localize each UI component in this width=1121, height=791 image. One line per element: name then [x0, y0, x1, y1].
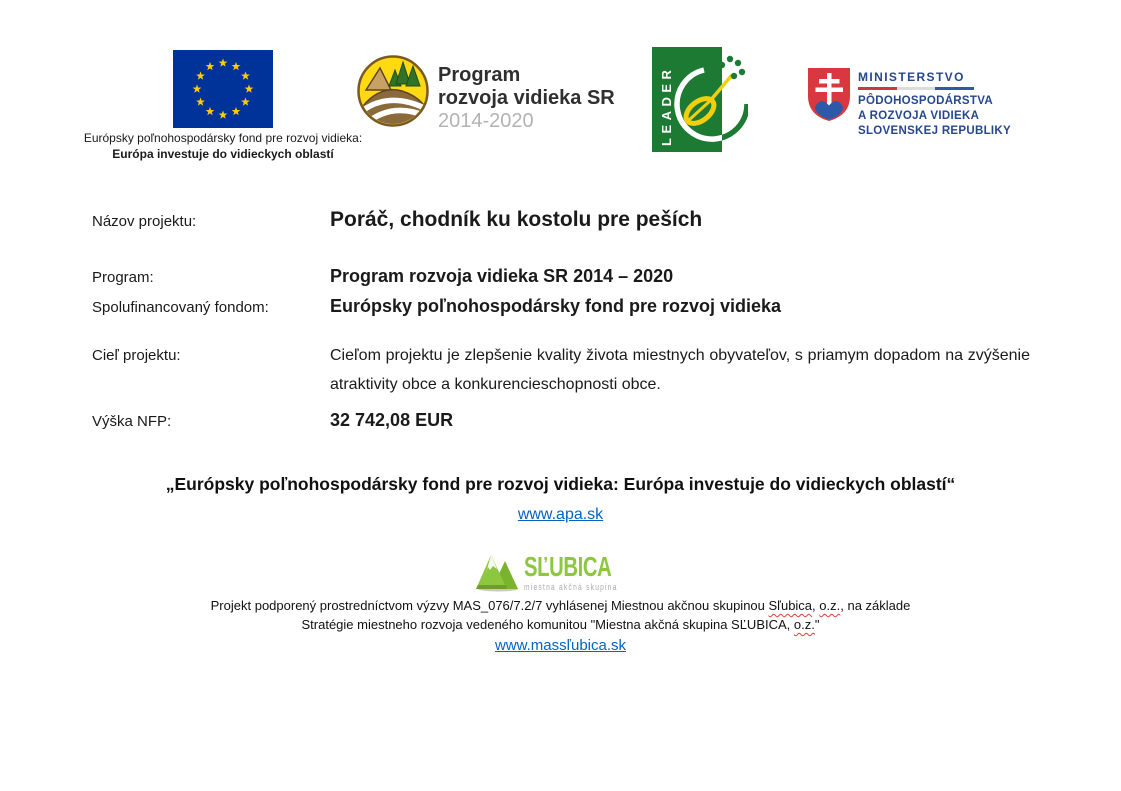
prv-name-line2: rozvoja vidieka SR: [438, 87, 615, 109]
ministry-line1: MINISTERSTVO: [858, 70, 965, 84]
mas-slubica-link[interactable]: www.massľubica.sk: [494, 637, 627, 654]
slubica-subtitle: miestna akčná skupina: [524, 580, 619, 592]
footer-text: ": [814, 617, 820, 632]
field-row-goal: [92, 341, 1052, 399]
ministry-line3: A ROZVOJA VIDIEKA: [858, 109, 980, 122]
field-label: Názov projektu:: [92, 213, 197, 230]
field-row-nfp: [92, 410, 1052, 431]
footer-text-spellcheck: Sľubica: [768, 598, 813, 613]
eu-flag-icon: [173, 50, 273, 128]
prv-program-logo-icon: [356, 54, 430, 128]
mas-link-line: [0, 637, 1121, 654]
apa-link-line: [0, 506, 1121, 524]
field-label: Cieľ projektu:: [92, 347, 181, 364]
eu-fund-quote: „Európsky poľnohospodársky fond pre rozvoj vidieka: Európa investuje do vidieckych oblastí“: [165, 474, 956, 494]
slubica-name: SĽUBICA: [524, 550, 612, 582]
eu-fund-caption: [83, 130, 363, 162]
leader-logo-icon: [652, 47, 748, 152]
footer-text: , na základe: [840, 598, 911, 613]
project-name-value: Poráč, chodník ku kostolu pre peších: [330, 208, 703, 231]
eu-caption-line2: Európa investuje do vidieckych oblastí: [112, 147, 334, 161]
footer-text: Projekt podporený prostredníctvom výzvy MAS_076/7.2/7 vyhlásenej Miestnou akčnou skupinou: [210, 598, 769, 613]
field-row-project-name: [92, 208, 1052, 232]
nfp-amount-value: 32 742,08 EUR: [330, 410, 454, 430]
footer-text-spellcheck: o.z.: [819, 598, 841, 613]
footer-text: ,: [812, 598, 820, 613]
slubica-mountain-icon: [476, 551, 520, 593]
apa-link[interactable]: www.apa.sk: [517, 506, 604, 523]
field-label: Program:: [92, 269, 154, 286]
footer-line1: [0, 598, 1121, 613]
field-row-fund: [92, 296, 1052, 317]
goal-value: Cieľom projektu je zlepšenie kvality života miestnych obyvateľov, s priamym dopadom na zvýšenie atraktivity obce a konkurencieschopnosti obce.: [330, 347, 1030, 393]
field-label: Výška NFP:: [92, 413, 172, 430]
leader-vertical-label: LEADER: [659, 65, 674, 146]
ministry-line4: SLOVENSKEJ REPUBLIKY: [858, 124, 1011, 137]
field-row-program: [92, 266, 1052, 287]
footer-text: Stratégie miestneho rozvoja vedeného komunitou "Miestna akčná skupina SĽUBICA,: [301, 617, 794, 632]
footer-text-spellcheck: o.z.: [793, 617, 815, 632]
ministry-line2: PÔDOHOSPODÁRSTVA: [858, 94, 993, 107]
eu-caption-line1: Európsky poľnohospodársky fond pre rozvoj vidieka:: [83, 131, 363, 145]
field-label: Spolufinancovaný fondom:: [92, 299, 269, 316]
ministry-coat-of-arms-icon: [806, 66, 852, 122]
fund-value: Európsky poľnohospodársky fond pre rozvoj vidieka: [330, 296, 782, 316]
slovak-tricolor-divider: [858, 87, 974, 90]
ministry-wordmark: [858, 70, 1011, 139]
prv-program-wordmark: [438, 64, 615, 133]
slubica-logo: [0, 551, 1121, 593]
slubica-wordmark: [524, 550, 619, 592]
prv-years: 2014-2020: [438, 110, 534, 132]
footer-line2: [0, 617, 1121, 632]
prv-name-line1: Program: [438, 64, 521, 86]
program-value: Program rozvoja vidieka SR 2014 – 2020: [330, 266, 674, 286]
